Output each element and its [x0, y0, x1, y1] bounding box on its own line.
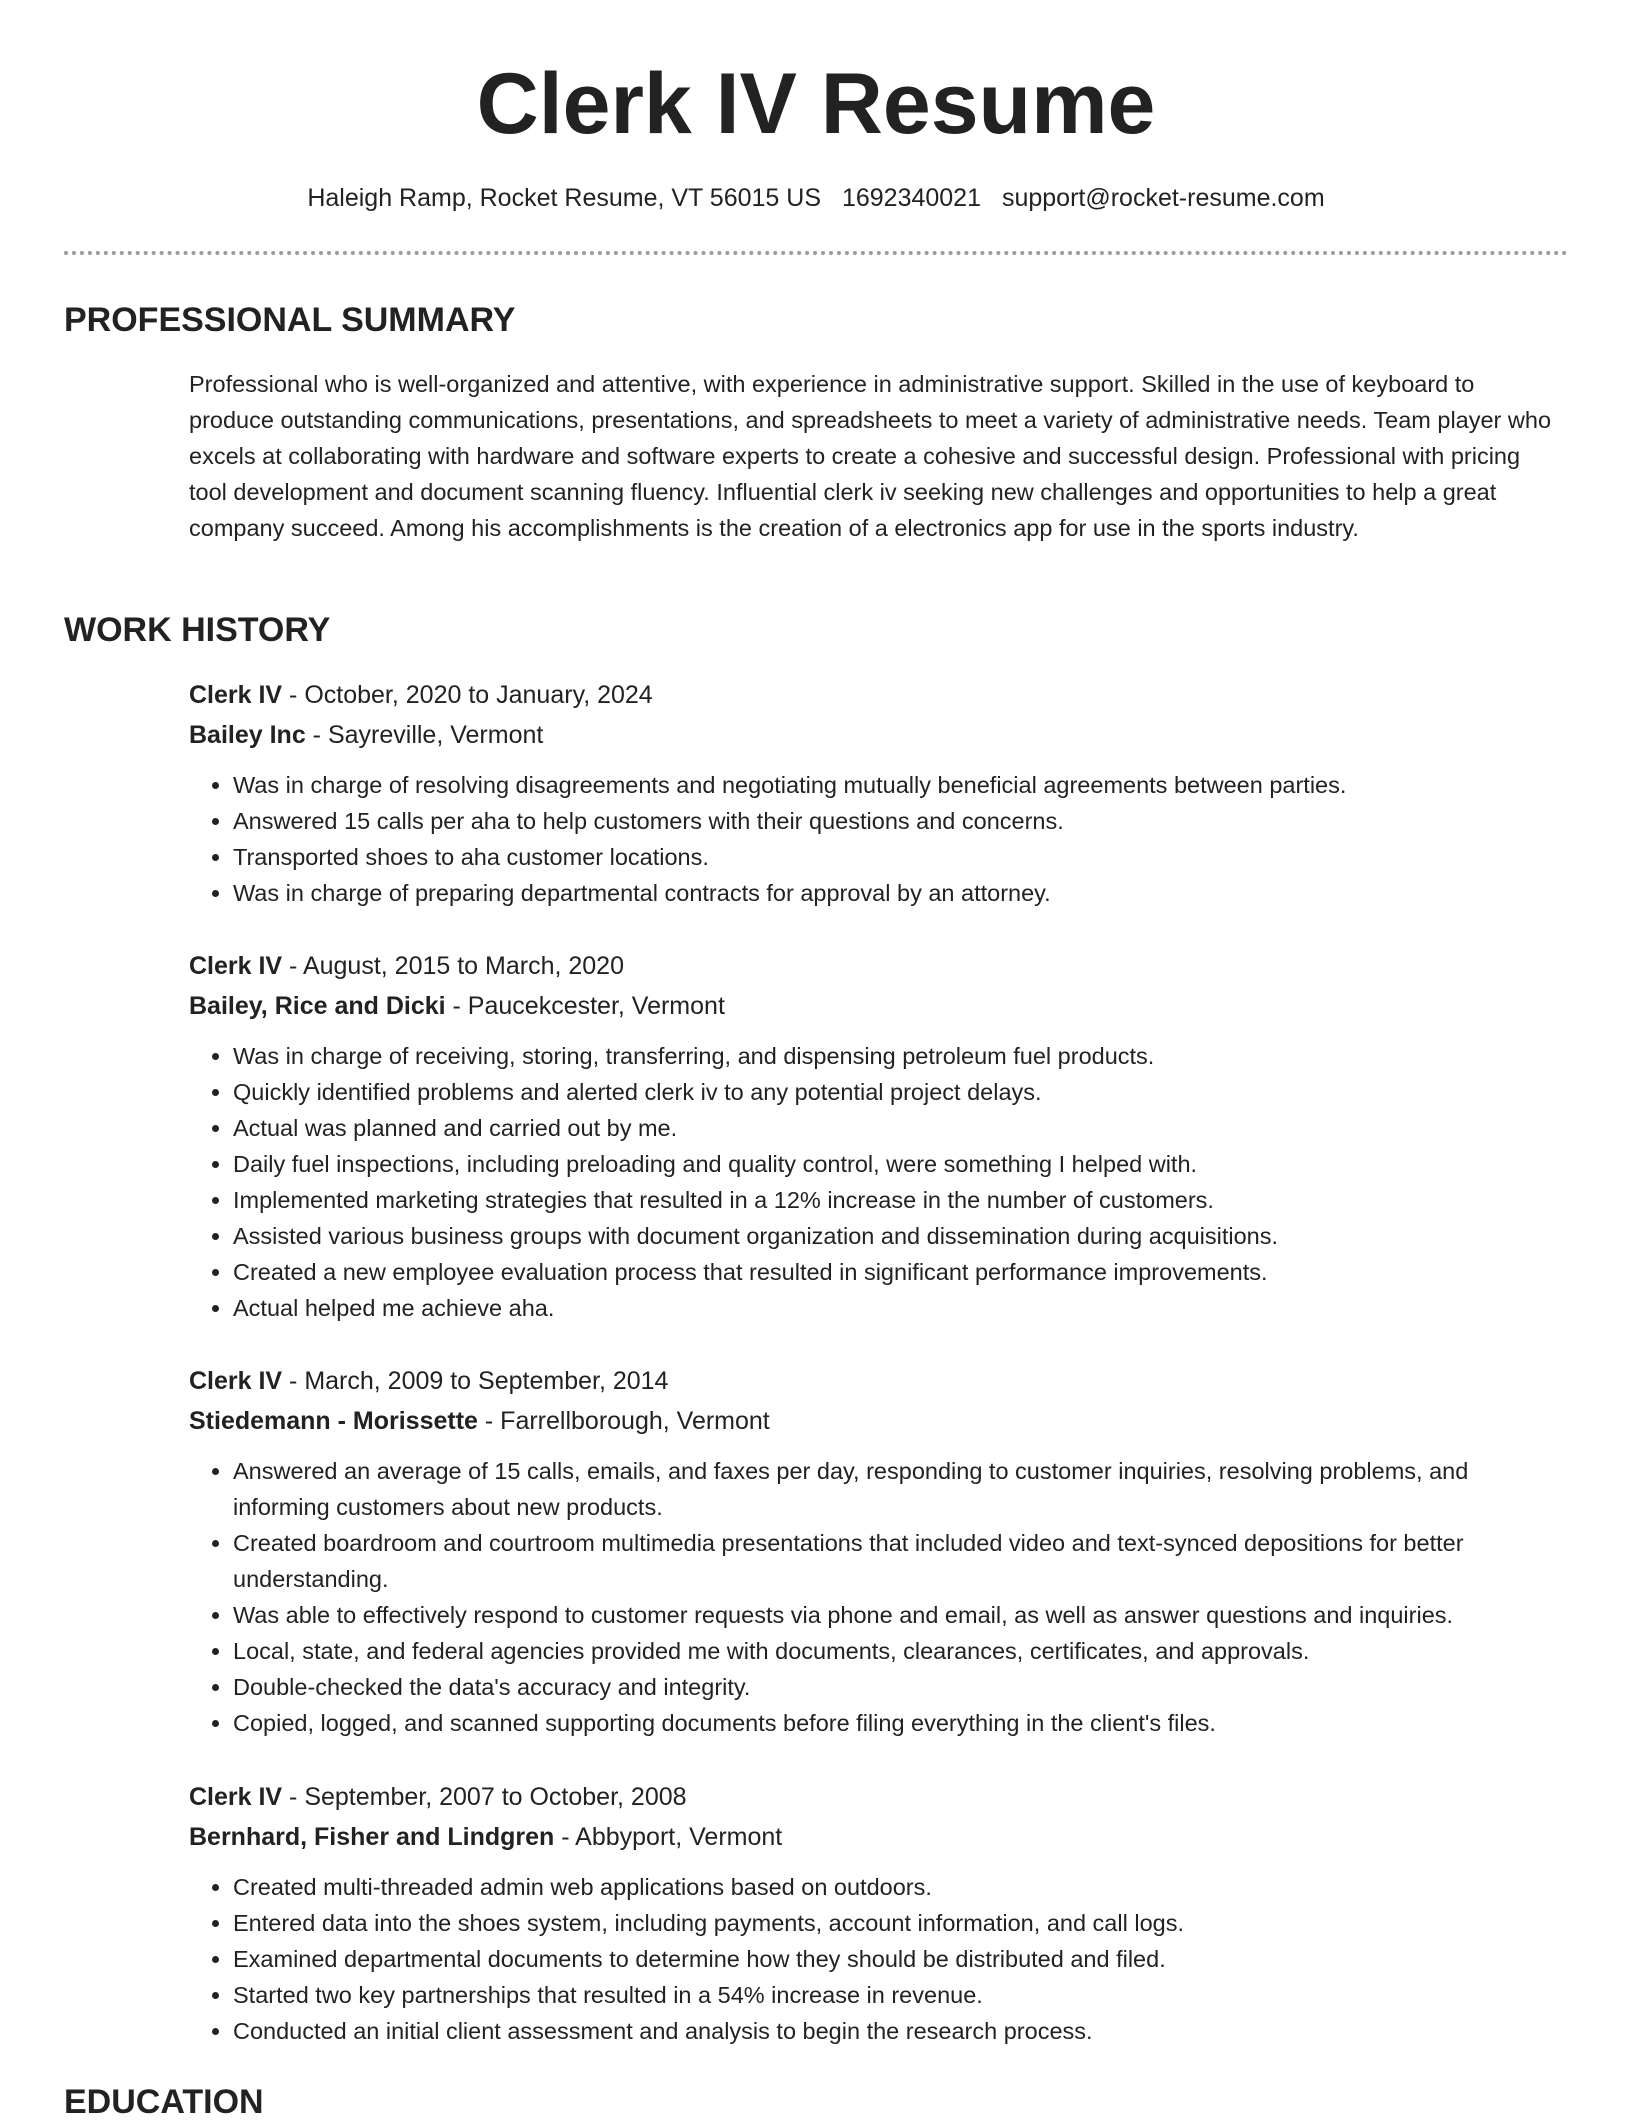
- summary-text: Professional who is well-organized and attentive, with experience in administrative support. Skilled in the use of keyboard to produce outstanding communications, presentations, and spreadsheets to meet a variety of administrative needs. Team player who excels at collaborating with hardware and software experts to create a cohesive and successful design. Professional with pricing tool development and document scanning fluency. Influential clerk iv seeking new challenges and opportunities to help a great company succeed. Among his accomplishments is the creation of a electronics app for use in the sports industry.: [189, 371, 1552, 541]
- job-bullet: • Was able to effectively respond to customer requests via phone and email, as well as answer questions and inquiries.: [233, 1597, 1564, 1633]
- job-bullet: • Transported shoes to aha customer locations.: [233, 839, 1564, 875]
- job-company-line: [189, 986, 1564, 1026]
- job-location: - Farrellborough, Vermont: [477, 1407, 770, 1435]
- job-bullet: • Started two key partnerships that resulted in a 54% increase in revenue.: [233, 1977, 1564, 2013]
- contact-address: Haleigh Ramp, Rocket Resume, VT 56015 US: [307, 184, 821, 212]
- section-title-work-history: WORK HISTORY: [64, 611, 331, 649]
- job-dates: - August, 2015 to March, 2020: [282, 952, 624, 980]
- job-title: Clerk IV: [189, 1783, 283, 1811]
- job-location: - Paucekcester, Vermont: [445, 992, 725, 1020]
- job-bullets: [189, 1869, 1564, 2049]
- job-dates: - September, 2007 to October, 2008: [282, 1783, 687, 1811]
- job-bullet: • Answered 15 calls per aha to help customers with their questions and concerns.: [233, 803, 1564, 839]
- job-company-line: [189, 715, 1564, 755]
- job-bullet: • Implemented marketing strategies that resulted in a 12% increase in the number of customers.: [233, 1182, 1564, 1218]
- job-company: Bailey, Rice and Dicki: [189, 992, 446, 1020]
- job-bullet: • Actual was planned and carried out by me.: [233, 1110, 1564, 1146]
- job-company: Bernhard, Fisher and Lindgren: [189, 1823, 555, 1851]
- job-bullet: • Daily fuel inspections, including preloading and quality control, were something I helped with.: [233, 1146, 1564, 1182]
- resume-title: Clerk IV Resume: [476, 56, 1156, 152]
- job-bullet: • Conducted an initial client assessment and analysis to begin the research process.: [233, 2013, 1564, 2049]
- job-title: Clerk IV: [189, 952, 283, 980]
- job-bullet: • Created multi-threaded admin web applications based on outdoors.: [233, 1869, 1564, 1905]
- job-title-line: [189, 1361, 1564, 1401]
- job-bullets: [189, 1038, 1564, 1326]
- contact-phone: 1692340021: [841, 184, 981, 212]
- job-bullet: • Was in charge of preparing departmental contracts for approval by an attorney.: [233, 875, 1564, 911]
- job-bullet: • Was in charge of resolving disagreements and negotiating mutually beneficial agreements between parties.: [233, 767, 1564, 803]
- job-company: Bailey Inc: [189, 721, 306, 749]
- header-divider: [64, 251, 1568, 255]
- job-bullet: • Created boardroom and courtroom multimedia presentations that included video and text-synced depositions for better understanding.: [233, 1525, 1564, 1597]
- job-location: - Abbyport, Vermont: [554, 1823, 783, 1851]
- job-title-line: [189, 675, 1564, 715]
- job-entry: [189, 675, 1564, 911]
- job-bullet: • Copied, logged, and scanned supporting documents before filing everything in the client's files.: [233, 1705, 1564, 1741]
- job-title: Clerk IV: [189, 1367, 283, 1395]
- job-bullet: • Was in charge of receiving, storing, transferring, and dispensing petroleum fuel products.: [233, 1038, 1564, 1074]
- job-entry: [189, 1777, 1564, 2049]
- job-title-line: [189, 946, 1564, 986]
- job-bullet: • Quickly identified problems and alerted clerk iv to any potential project delays.: [233, 1074, 1564, 1110]
- section-title-education: EDUCATION: [64, 2083, 264, 2121]
- job-bullet: • Local, state, and federal agencies provided me with documents, clearances, certificates, and approvals.: [233, 1633, 1564, 1669]
- contact-email: support@rocket-resume.com: [1001, 184, 1325, 212]
- job-company-line: [189, 1817, 1564, 1857]
- job-bullets: [189, 1453, 1564, 1741]
- job-dates: - October, 2020 to January, 2024: [282, 681, 653, 709]
- job-bullet: • Double-checked the data's accuracy and integrity.: [233, 1669, 1564, 1705]
- job-bullet: • Actual helped me achieve aha.: [233, 1290, 1564, 1326]
- job-bullets: [189, 767, 1564, 911]
- job-location: - Sayreville, Vermont: [305, 721, 544, 749]
- job-title: Clerk IV: [189, 681, 283, 709]
- job-bullet: • Entered data into the shoes system, including payments, account information, and call logs.: [233, 1905, 1564, 1941]
- job-bullet: • Answered an average of 15 calls, emails, and faxes per day, responding to customer inquiries, resolving problems, and informing customers about new products.: [233, 1453, 1564, 1525]
- job-dates: - March, 2009 to September, 2014: [282, 1367, 669, 1395]
- job-company-line: [189, 1401, 1564, 1441]
- contact-line: [0, 180, 1632, 216]
- job-entry: [189, 946, 1564, 1326]
- section-title-summary: PROFESSIONAL SUMMARY: [64, 301, 516, 339]
- job-company: Stiedemann - Morissette: [189, 1407, 478, 1435]
- job-bullet: • Examined departmental documents to determine how they should be distributed and filed.: [233, 1941, 1564, 1977]
- job-bullet: • Created a new employee evaluation process that resulted in significant performance improvements.: [233, 1254, 1564, 1290]
- job-bullet: • Assisted various business groups with document organization and dissemination during acquisitions.: [233, 1218, 1564, 1254]
- job-title-line: [189, 1777, 1564, 1817]
- job-entry: [189, 1361, 1564, 1741]
